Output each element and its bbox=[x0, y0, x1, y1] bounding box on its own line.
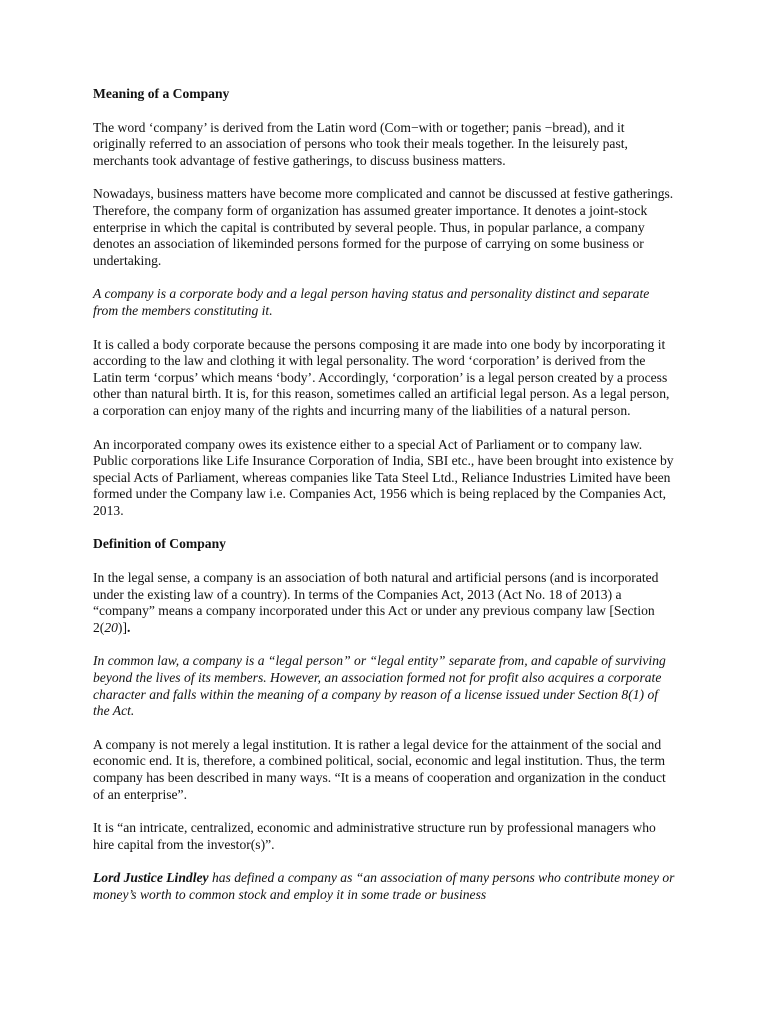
paragraph-common-law: In common law, a company is a “legal person” or “legal entity” separate from, and capable of surviving beyond the lives of its members. However, an association formed not for profit also acquires a corporate character and falls within the meaning of a company by reason of a license issued under Section 8(1) of the Act. bbox=[93, 653, 666, 719]
paragraph-lindley-definition bbox=[93, 870, 677, 903]
heading-meaning-of-company: Meaning of a Company bbox=[93, 86, 230, 101]
paragraph-intricate-structure: It is “an intricate, centralized, economic and administrative structure run by professional managers who hire capital from the investor(s)”. bbox=[93, 820, 656, 852]
document-page bbox=[93, 86, 677, 904]
paragraph-legal-sense bbox=[93, 570, 677, 636]
paragraph-nowadays: Nowadays, business matters have become more complicated and cannot be discussed at festive gatherings. Therefore, the company form of organization has assumed greater importance. It denotes a joint-stock enterprise in which the capital is contributed by several people. Thus, in popular parlance, a company denotes an association of likeminded persons formed for the purpose of carrying on some business or undertaking. bbox=[93, 186, 674, 268]
lindley-quote: has defined a company as “an association of many persons who contribute money or money’s worth to common stock and employ it in some trade or business bbox=[93, 870, 675, 902]
section-number: 20 bbox=[104, 619, 118, 635]
paragraph-body-corporate: It is called a body corporate because the persons composing it are made into one body by incorporating it according to the law and clothing it with legal personality. The word ‘corporation’ is derived from the Latin term ‘corpus’ which means ‘body’. Accordingly, ‘corporation’ is a legal person created by a process other than natural birth. It is, for this reason, sometimes called an artificial legal person. As a legal person, a corporation can enjoy many of the rights and incurring many of the liabilities of a natural person. bbox=[93, 336, 670, 418]
heading-definition-of-company: Definition of Company bbox=[93, 536, 226, 552]
paragraph-legal-institution: A company is not merely a legal institution. It is rather a legal device for the attainment of the social and economic end. It is, therefore, a combined political, social, economic and legal institution. Thus, the term company has been described in many ways. “It is a means of cooperation and organization in the conduct of an enterprise”. bbox=[93, 736, 666, 802]
legal-sense-text: In the legal sense, a company is an association of both natural and artificial persons (and is incorporated under the existing law of a country). In terms of the Companies Act, 2013 (Act No. 18 of 2013) a “company” means a company incorporated under this Act or under any previous company law [Section 2( bbox=[93, 570, 659, 635]
section-period: . bbox=[126, 619, 131, 635]
paragraph-corporate-body-quote: A company is a corporate body and a legal person having status and personality distinct and separate from the members constituting it. bbox=[93, 286, 650, 318]
paragraph-incorporated-company: An incorporated company owes its existence either to a special Act of Parliament or to company law. Public corporations like Life Insurance Corporation of India, SBI etc., have been brought into existence by special Acts of Parliament, whereas companies like Tata Steel Ltd., Reliance Industries Limited have been formed under the Company law i.e. Companies Act, 1956 which is being replaced by the Companies Act, 2013. bbox=[93, 436, 674, 518]
paragraph-etymology: The word ‘company’ is derived from the Latin word (Com−with or together; panis −bread), and it originally referred to an association of persons who took their meals together. In the leisurely past, merchants took advantage of festive gatherings, to discuss business matters. bbox=[93, 119, 628, 168]
lindley-name: Lord Justice Lindley bbox=[93, 870, 209, 886]
section-close: )] bbox=[117, 619, 127, 635]
